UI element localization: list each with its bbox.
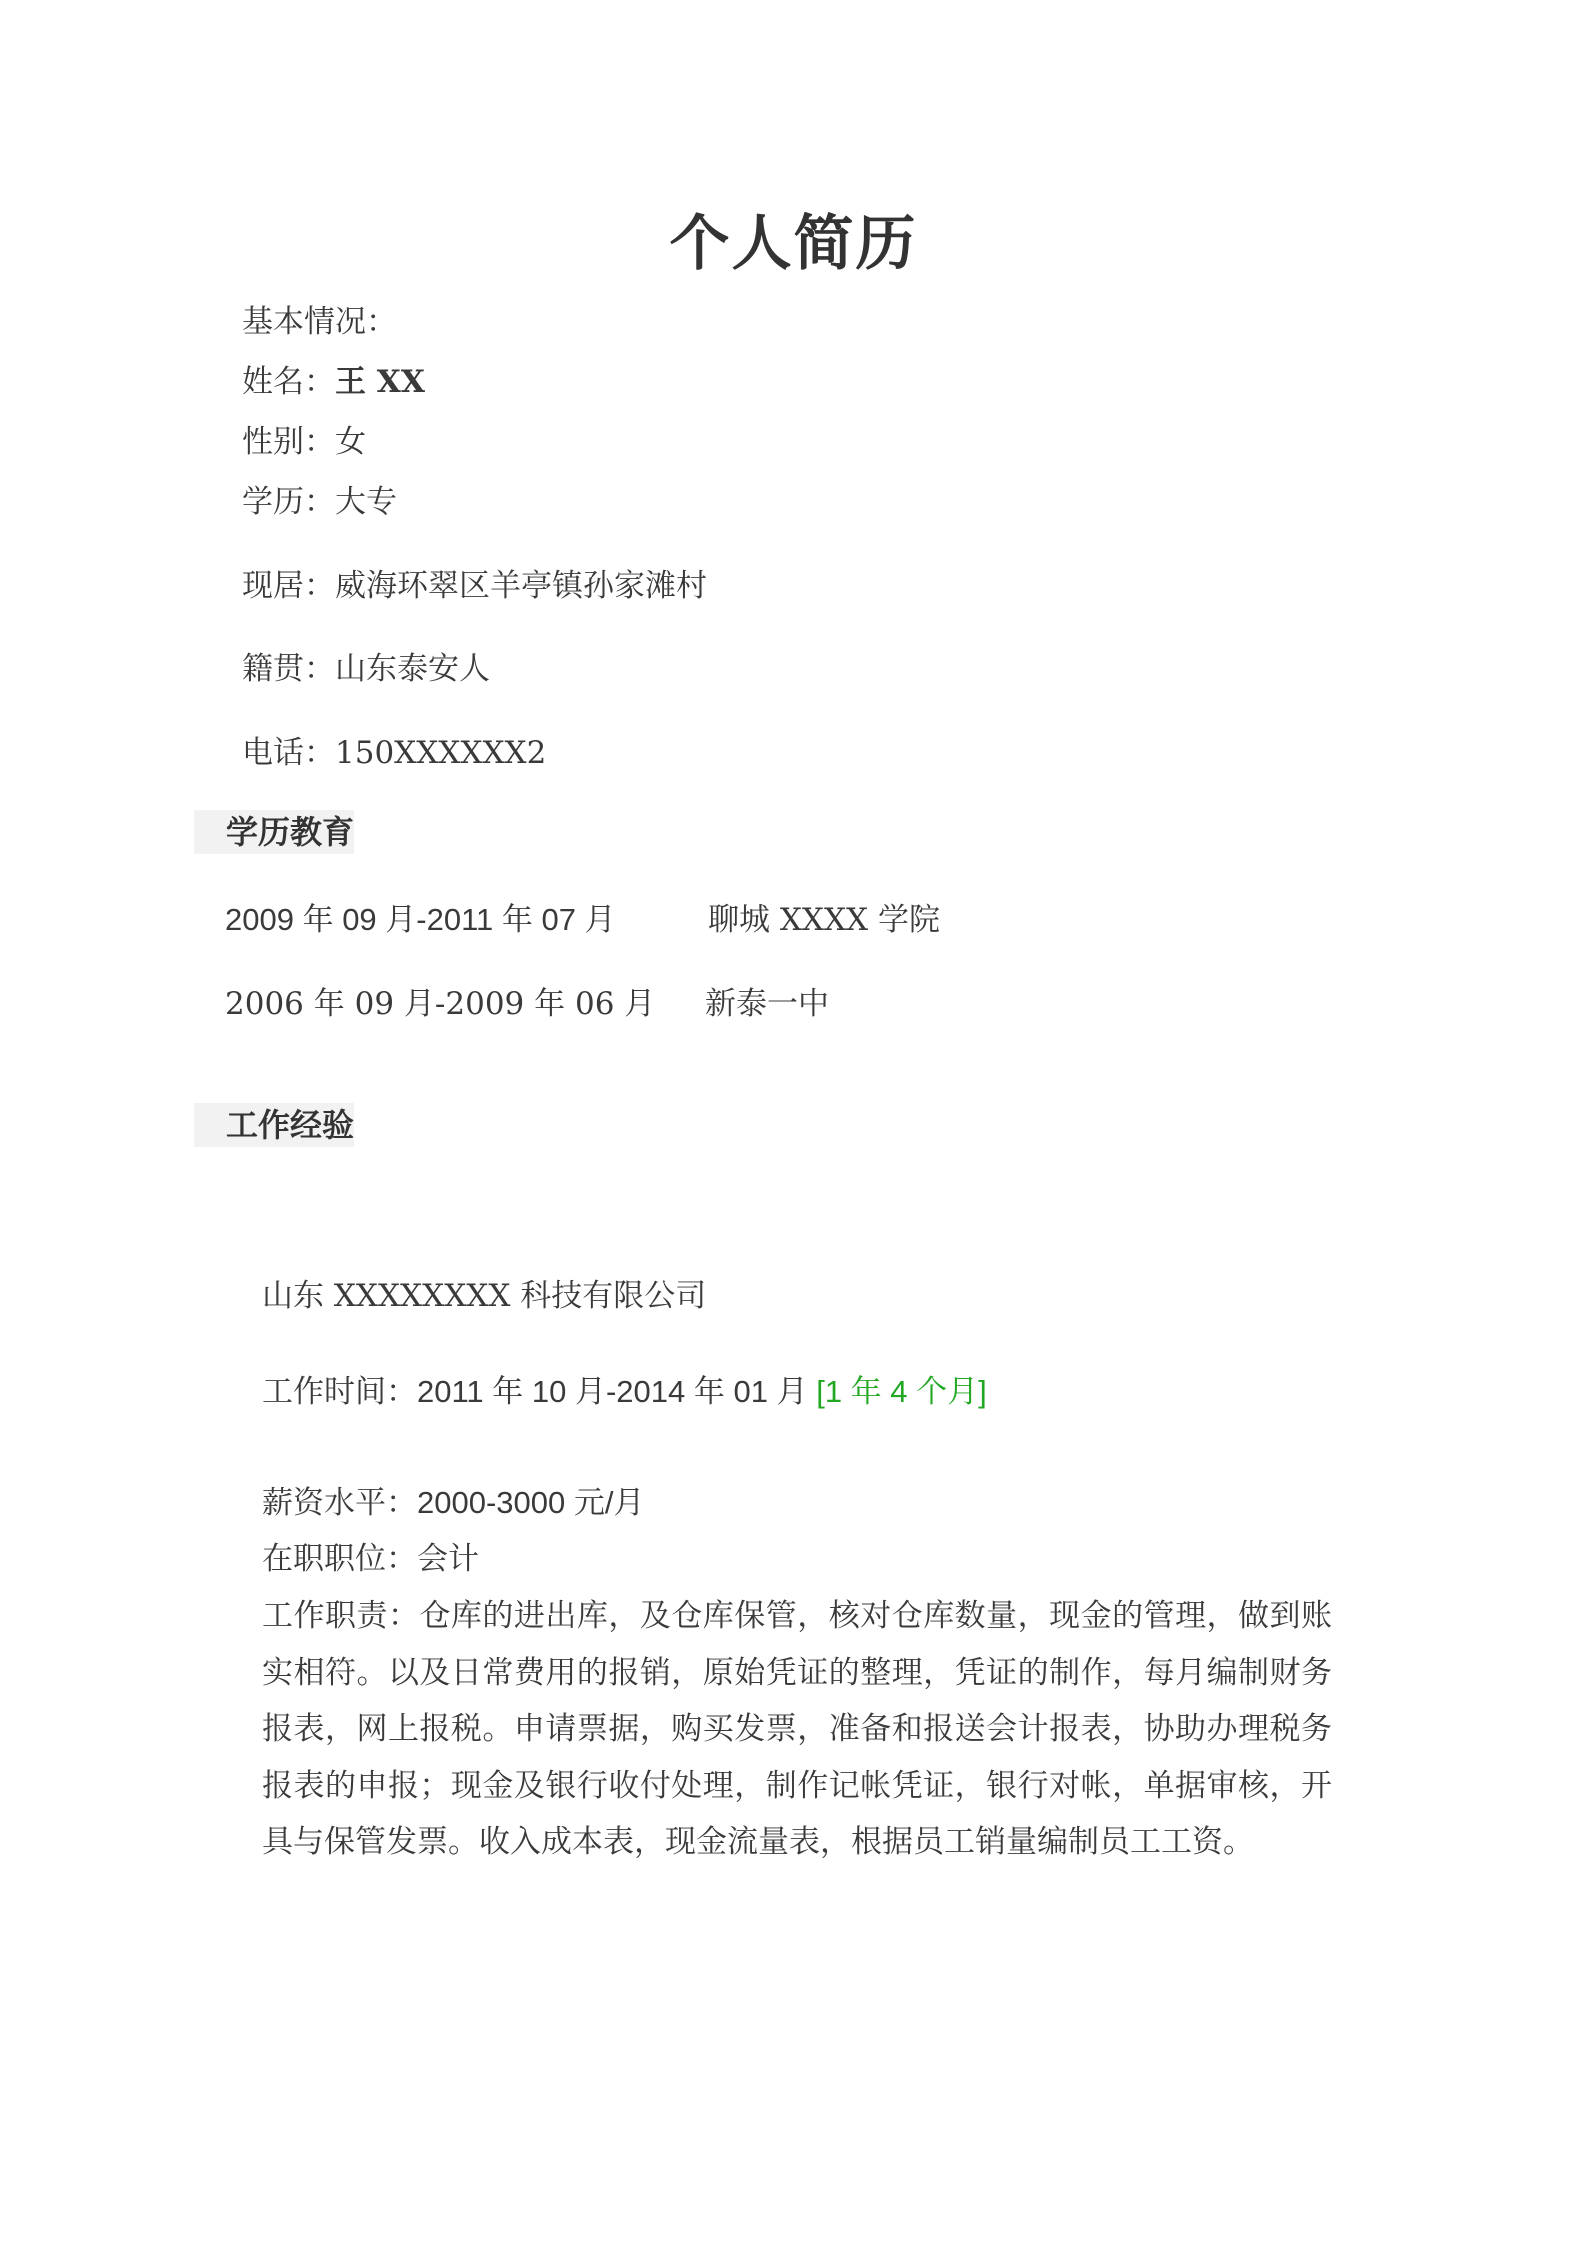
name-value: 王 XX: [335, 364, 425, 400]
origin-label: 籍贯：: [242, 651, 335, 687]
education-item-1: [225, 894, 940, 939]
position-row: [262, 1533, 479, 1578]
salary-label: 薪资水平：: [262, 1485, 417, 1521]
origin-value: 山东泰安人: [335, 651, 490, 687]
name-label: 姓名：: [242, 364, 335, 400]
education-item-2: [225, 978, 829, 1023]
residence-label: 现居：: [242, 568, 335, 604]
education-level-value: 大专: [335, 484, 397, 520]
education-item-school: 聊城 XXXX 学院: [708, 902, 940, 938]
phone-row: [242, 727, 546, 772]
job-duties: [262, 1588, 1332, 1871]
name-row: [242, 356, 425, 401]
duty-text: 仓库的进出库，及仓库保管，核对仓库数量，现金的管理，做到账实相符。以及日常费用的报销，原始凭证的整理，凭证的制作，每月编制财务报表，网上报税。申请票据，购买发票，准备和报送会计报表，协助办理税务报表的申报；现金及银行收付处理，制作记帐凭证，银行对帐，单据审核，开具与保管发票。收入成本表，现金流量表，根据员工销量编制员工工资。: [262, 1598, 1333, 1860]
education-item-period: 2006 年 09 月-2009 年 06 月: [225, 986, 656, 1022]
position-label: 在职职位：: [262, 1541, 417, 1577]
education-item-school: 新泰一中: [705, 986, 829, 1022]
gender-value: 女: [335, 424, 366, 460]
gender-row: [242, 416, 366, 461]
work-section-heading: 工作经验: [194, 1103, 354, 1147]
position-value: 会计: [417, 1541, 479, 1577]
education-item-period: 2009 年 09 月-2011 年 07 月: [225, 902, 616, 937]
gender-label: 性别：: [242, 424, 335, 460]
residence-row: [242, 560, 707, 605]
salary-row: [262, 1477, 644, 1522]
residence-value: 威海环翠区羊亭镇孙家滩村: [335, 568, 707, 604]
education-level-row: [242, 476, 397, 521]
education-section-heading: 学历教育: [194, 810, 354, 854]
page-title: 个人简历: [669, 209, 918, 279]
work-time-label: 工作时间：: [262, 1374, 417, 1410]
duty-label: 工作职责：: [262, 1598, 420, 1634]
salary-value: 2000-3000 元/月: [417, 1485, 645, 1520]
work-time-row: [262, 1366, 987, 1411]
phone-value: 150XXXXXX2: [335, 735, 547, 771]
education-level-label: 学历：: [242, 484, 335, 520]
phone-label: 电话：: [242, 735, 335, 771]
basic-info-heading: 基本情况：: [242, 304, 397, 340]
work-duration: [1 年 4 个月]: [816, 1374, 987, 1409]
origin-row: [242, 643, 490, 688]
company-name: 山东 XXXXXXXX 科技有限公司: [262, 1278, 707, 1314]
work-time-value: 2011 年 10 月-2014 年 01 月: [417, 1374, 817, 1409]
